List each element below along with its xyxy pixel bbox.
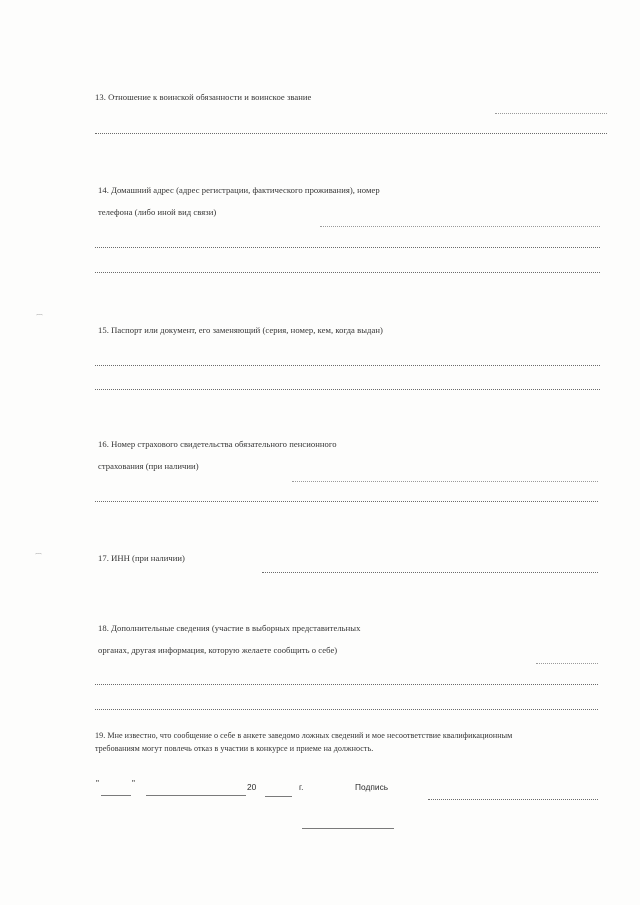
item-13-field-line-1[interactable] [95,133,607,134]
item-15-field-line-2[interactable] [95,389,600,390]
signature-field[interactable] [428,799,598,800]
item-16-label-line-2: страхования (при наличии) [98,461,199,471]
item-14-label-line-2: телефона (либо иной вид связи) [98,207,217,217]
scan-margin-mark-2: ⌒ [35,553,42,561]
scan-margin-mark: ⌒ [36,314,43,322]
date-year-suffix: г. [299,782,304,792]
item-13-field-inline[interactable] [495,113,607,114]
item-18-field-line-2[interactable] [95,709,598,710]
date-year-prefix: 20 [247,782,257,792]
date-quote-close: " [132,778,135,788]
item-16-field-inline[interactable] [292,481,598,482]
item-17-label: 17. ИНН (при наличии) [98,553,185,563]
item-16-field-line-1[interactable] [95,501,598,502]
item-18-field-inline[interactable] [536,663,598,664]
item-14-field-line-2[interactable] [95,272,600,273]
item-17-field-inline[interactable] [262,572,598,573]
item-19-label-line-2: требованиям могут повлечь отказ в участии в конкурсе и приеме на должность. [95,744,374,753]
item-19-label-line-1: 19. Мне известно, что сообщение о себе в анкете заведомо ложных сведений и мое несоответствие квалификационным [95,731,513,740]
item-13-label: 13. Отношение к воинской обязанности и воинское звание [95,92,312,102]
signature-label: Подпись [355,782,389,792]
item-14-field-line-1[interactable] [95,247,600,248]
item-14-label-line-1: 14. Домашний адрес (адрес регистрации, фактического проживания), номер [98,185,380,195]
date-year-field[interactable] [265,796,292,797]
bottom-field-line[interactable] [302,828,394,829]
item-16-label-line-1: 16. Номер страхового свидетельства обязательного пенсионного [98,439,337,449]
date-month-field[interactable] [146,795,246,796]
item-15-label: 15. Паспорт или документ, его заменяющий (серия, номер, кем, когда выдан) [98,325,383,335]
date-quote-open: " [96,778,99,788]
item-18-label-line-2: органах, другая информация, которую желаете сообщить о себе) [98,645,338,655]
item-18-label-line-1: 18. Дополнительные сведения (участие в выборных представительных [98,623,361,633]
item-18-field-line-1[interactable] [95,684,598,685]
date-day-field[interactable] [101,795,131,796]
item-14-field-inline[interactable] [320,226,600,227]
item-15-field-line-1[interactable] [95,365,600,366]
